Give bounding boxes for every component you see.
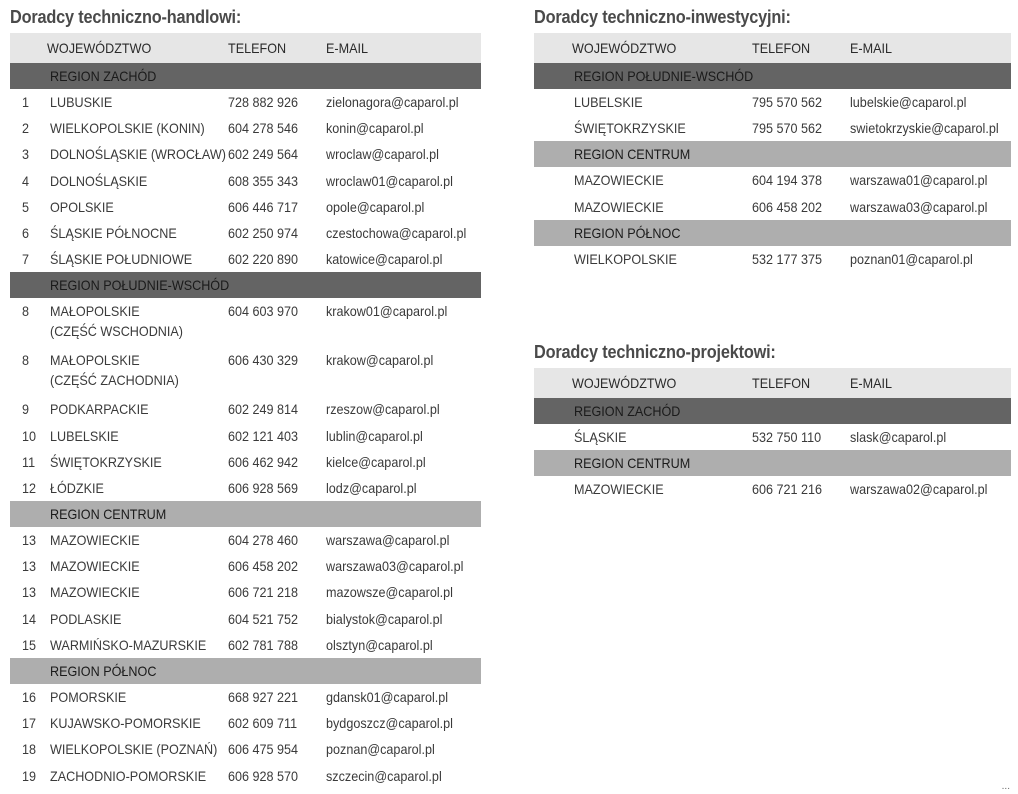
section-projektowi xyxy=(534,341,1011,502)
row-phone: 795 570 562 xyxy=(752,94,823,110)
row-phone: 604 603 970 xyxy=(228,303,299,320)
row-region: MAZOWIECKIE xyxy=(50,558,140,575)
row-region: WARMIŃSKO-MAZURSKIE xyxy=(50,636,207,653)
row-region: MAŁOPOLSKIE (CZĘŚĆ WSCHODNIA) xyxy=(50,303,184,340)
row-phone: 608 355 343 xyxy=(228,172,299,189)
table-header xyxy=(534,33,1011,63)
table-row xyxy=(534,424,1011,450)
table-row xyxy=(534,89,1011,115)
section-inwestycyjni xyxy=(534,6,1011,272)
row-number: 11 xyxy=(22,453,36,470)
table-header xyxy=(534,368,1011,398)
row-phone: 606 430 329 xyxy=(228,352,299,369)
row-phone: 602 609 711 xyxy=(228,715,298,732)
row-email: gdansk01@caparol.pl xyxy=(326,689,449,705)
column-header-email: E-MAIL xyxy=(850,40,893,56)
table-row xyxy=(10,553,481,579)
region-band xyxy=(534,141,1011,167)
table-row xyxy=(10,527,481,553)
row-region: MAŁOPOLSKIE (CZĘŚĆ ZACHODNIA) xyxy=(50,352,179,389)
table-row xyxy=(10,736,481,762)
row-region: LUBUSKIE xyxy=(50,94,113,110)
region-band-label: REGION CENTRUM xyxy=(574,146,691,163)
row-number: 12 xyxy=(22,479,37,496)
table-row xyxy=(10,449,481,475)
region-band-label: REGION PÓŁNOC xyxy=(574,224,681,241)
row-region: ŚLĄSKIE PÓŁNOCNE xyxy=(50,224,177,241)
row-email: opole@caparol.pl xyxy=(326,198,425,215)
row-email: lublin@caparol.pl xyxy=(326,427,423,444)
row-email: poznan@caparol.pl xyxy=(326,741,435,758)
row-email: krakow@caparol.pl xyxy=(326,352,434,369)
region-band xyxy=(10,63,481,89)
table-row xyxy=(10,710,481,736)
corner-mark: ... xyxy=(1001,781,1010,792)
row-email: warszawa02@caparol.pl xyxy=(850,481,988,498)
row-region: PODLASKIE xyxy=(50,610,122,627)
table-row xyxy=(10,579,481,605)
table-row xyxy=(534,476,1011,502)
table-row xyxy=(534,167,1011,193)
advisors-table xyxy=(534,33,1011,272)
row-region: MAZOWIECKIE xyxy=(50,584,140,601)
row-phone: 604 278 460 xyxy=(228,532,299,549)
row-email: rzeszow@caparol.pl xyxy=(326,401,440,418)
table-header xyxy=(10,33,481,63)
row-number: 8 xyxy=(22,352,30,369)
row-email: bialystok@caparol.pl xyxy=(326,610,443,627)
row-region: LUBELSKIE xyxy=(50,427,119,444)
table-row xyxy=(10,347,481,396)
row-number: 2 xyxy=(22,120,30,137)
region-band xyxy=(10,501,481,527)
table-row xyxy=(534,194,1011,220)
row-phone: 602 220 890 xyxy=(228,251,299,268)
table-row xyxy=(534,246,1011,272)
row-number: 17 xyxy=(22,715,37,732)
region-band-label: REGION CENTRUM xyxy=(574,455,691,472)
row-number: 8 xyxy=(22,303,30,320)
row-email: warszawa01@caparol.pl xyxy=(850,172,988,189)
row-number: 13 xyxy=(22,532,37,549)
row-email: poznan01@caparol.pl xyxy=(850,250,973,267)
table-row xyxy=(10,141,481,167)
row-number: 7 xyxy=(22,251,30,268)
column-header-phone: TELEFON xyxy=(752,375,811,391)
table-row xyxy=(10,89,481,115)
row-number: 1 xyxy=(22,94,30,110)
section-handlowi xyxy=(10,6,481,789)
table-row xyxy=(534,115,1011,141)
table-row xyxy=(10,632,481,658)
row-email: szczecin@caparol.pl xyxy=(326,767,442,784)
table-row xyxy=(10,246,481,272)
column-header-region: WOJEWÓDZTWO xyxy=(47,40,152,56)
row-email: warszawa03@caparol.pl xyxy=(326,558,464,575)
region-band xyxy=(534,63,1011,89)
row-email: lodz@caparol.pl xyxy=(326,479,417,496)
row-number: 18 xyxy=(22,741,37,758)
section-title: Doradcy techniczno-inwestycyjni: xyxy=(534,6,791,27)
row-region: WIELKOPOLSKIE (POZNAŃ) xyxy=(50,741,218,758)
row-phone: 606 928 569 xyxy=(228,479,299,496)
row-email: krakow01@caparol.pl xyxy=(326,303,448,320)
row-phone: 606 475 954 xyxy=(228,741,299,758)
row-phone: 602 249 564 xyxy=(228,146,299,163)
row-phone: 606 721 218 xyxy=(228,584,299,601)
table-row xyxy=(10,168,481,194)
region-band xyxy=(10,658,481,684)
table-row xyxy=(10,475,481,501)
row-email: swietokrzyskie@caparol.pl xyxy=(850,120,999,137)
table-row xyxy=(10,220,481,246)
row-phone: 606 458 202 xyxy=(228,558,299,575)
table-row xyxy=(10,115,481,141)
region-band-label: REGION ZACHÓD xyxy=(574,403,681,419)
row-region: POMORSKIE xyxy=(50,689,127,705)
row-region: WIELKOPOLSKIE xyxy=(574,250,677,267)
region-band xyxy=(534,450,1011,476)
section-title: Doradcy techniczno-projektowi: xyxy=(534,341,776,362)
row-email: mazowsze@caparol.pl xyxy=(326,584,453,601)
row-phone: 728 882 926 xyxy=(228,94,299,110)
region-band xyxy=(534,220,1011,246)
row-number: 13 xyxy=(22,584,37,601)
row-email: bydgoszcz@caparol.pl xyxy=(326,715,453,732)
row-phone: 795 570 562 xyxy=(752,120,823,137)
row-email: slask@caparol.pl xyxy=(850,429,947,445)
table-row xyxy=(10,684,481,710)
row-email: warszawa03@caparol.pl xyxy=(850,198,988,215)
row-region: KUJAWSKO-POMORSKIE xyxy=(50,715,201,732)
row-region: MAZOWIECKIE xyxy=(574,481,664,498)
row-region: ŁÓDZKIE xyxy=(50,479,104,496)
row-region: MAZOWIECKIE xyxy=(50,532,140,549)
advisors-table xyxy=(534,368,1011,502)
table-row xyxy=(10,298,481,347)
table-row xyxy=(10,396,481,422)
row-region: LUBELSKIE xyxy=(574,94,643,110)
row-region: MAZOWIECKIE xyxy=(574,198,664,215)
region-band xyxy=(10,272,481,298)
row-phone: 606 462 942 xyxy=(228,453,299,470)
row-number: 3 xyxy=(22,146,30,163)
row-phone: 606 721 216 xyxy=(752,481,823,498)
row-number: 6 xyxy=(22,224,30,241)
row-email: zielonagora@caparol.pl xyxy=(326,94,459,110)
region-band-label: REGION POŁUDNIE-WSCHÓD xyxy=(574,68,754,84)
row-region: WIELKOPOLSKIE (KONIN) xyxy=(50,120,205,137)
row-phone: 604 278 546 xyxy=(228,120,299,137)
row-phone: 668 927 221 xyxy=(228,689,299,705)
row-phone: 532 177 375 xyxy=(752,250,823,267)
row-phone: 602 250 974 xyxy=(228,224,299,241)
row-email: warszawa@caparol.pl xyxy=(326,532,450,549)
row-email: kielce@caparol.pl xyxy=(326,453,426,470)
advisors-table xyxy=(10,33,481,789)
row-number: 10 xyxy=(22,427,37,444)
row-number: 15 xyxy=(22,636,37,653)
row-number: 4 xyxy=(22,172,30,189)
row-email: wroclaw@caparol.pl xyxy=(326,146,439,163)
row-region: OPOLSKIE xyxy=(50,198,114,215)
row-number: 5 xyxy=(22,198,30,215)
row-region: ZACHODNIO-POMORSKIE xyxy=(50,767,207,784)
row-phone: 606 458 202 xyxy=(752,198,823,215)
row-email: lubelskie@caparol.pl xyxy=(850,94,967,110)
row-phone: 602 249 814 xyxy=(228,401,299,418)
row-number: 19 xyxy=(22,767,37,784)
row-phone: 604 194 378 xyxy=(752,172,823,189)
table-row xyxy=(10,423,481,449)
table-row xyxy=(10,763,481,789)
row-number: 13 xyxy=(22,558,37,575)
row-number: 9 xyxy=(22,401,30,418)
row-region: DOLNOŚLĄSKIE xyxy=(50,172,148,189)
column-header-phone: TELEFON xyxy=(752,40,811,56)
table-row xyxy=(10,194,481,220)
row-email: konin@caparol.pl xyxy=(326,120,424,137)
column-header-region: WOJEWÓDZTWO xyxy=(572,375,677,391)
row-phone: 532 750 110 xyxy=(752,429,822,445)
row-email: olsztyn@caparol.pl xyxy=(326,636,433,653)
row-email: katowice@caparol.pl xyxy=(326,251,443,268)
region-band-label: REGION POŁUDNIE-WSCHÓD xyxy=(50,277,230,294)
row-number: 16 xyxy=(22,689,37,705)
row-phone: 602 121 403 xyxy=(228,427,299,444)
column-header-phone: TELEFON xyxy=(228,40,287,56)
row-phone: 606 446 717 xyxy=(228,198,299,215)
column-header-email: E-MAIL xyxy=(326,40,369,56)
row-region-detail: (CZĘŚĆ ZACHODNIA) xyxy=(50,372,179,389)
row-region: ŚWIĘTOKRZYSKIE xyxy=(574,120,686,137)
row-number: 14 xyxy=(22,610,37,627)
row-phone: 606 928 570 xyxy=(228,767,299,784)
row-email: czestochowa@caparol.pl xyxy=(326,224,467,241)
row-region: PODKARPACKIE xyxy=(50,401,149,418)
section-title: Doradcy techniczno-handlowi: xyxy=(10,6,242,27)
region-band-label: REGION PÓŁNOC xyxy=(50,663,157,679)
row-phone: 602 781 788 xyxy=(228,636,299,653)
region-band-label: REGION CENTRUM xyxy=(50,506,167,523)
column-header-region: WOJEWÓDZTWO xyxy=(572,40,677,56)
row-region: ŚLĄSKIE POŁUDNIOWE xyxy=(50,251,193,268)
row-region-detail: (CZĘŚĆ WSCHODNIA) xyxy=(50,323,184,340)
row-region: ŚLĄSKIE xyxy=(574,429,627,445)
row-email: wroclaw01@caparol.pl xyxy=(326,172,453,189)
column-header-email: E-MAIL xyxy=(850,375,893,391)
row-region: DOLNOŚLĄSKIE (WROCŁAW) xyxy=(50,146,226,163)
row-phone: 604 521 752 xyxy=(228,610,299,627)
table-row xyxy=(10,606,481,632)
region-band-label: REGION ZACHÓD xyxy=(50,68,157,84)
region-band xyxy=(534,398,1011,424)
row-region: ŚWIĘTOKRZYSKIE xyxy=(50,453,162,470)
row-region: MAZOWIECKIE xyxy=(574,172,664,189)
